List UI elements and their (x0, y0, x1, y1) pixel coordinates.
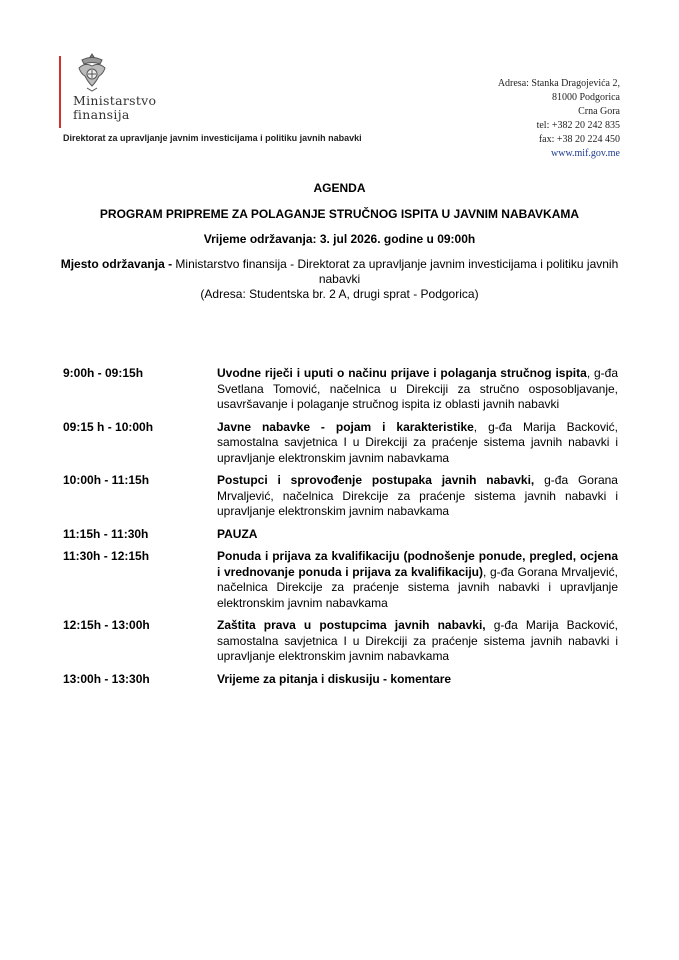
agenda-description (217, 420, 618, 467)
agenda-description (217, 549, 618, 611)
agenda-topic: Postupci i sprovođenje postupaka javnih nabavki, (217, 473, 535, 487)
red-accent-bar (59, 56, 61, 128)
ministry-logo (59, 52, 199, 127)
agenda-description (217, 672, 618, 688)
place-text: Ministarstvo finansija - Direktorat za upravljanje javnim investicijama i politiku javnih nabavki (172, 257, 619, 286)
event-time: Vrijeme održavanja: 3. jul 2026. godine u 09:00h (203, 232, 476, 246)
website-link[interactable]: www.mif.gov.me (551, 148, 620, 159)
agenda-time: 09:15 h - 10:00h (63, 419, 154, 434)
ministry-name (73, 94, 156, 122)
agenda-description (217, 618, 618, 665)
agenda-item (63, 527, 618, 543)
agenda-description (217, 527, 618, 543)
agenda-detail: g-đa Marija Backović, samostalna savjetnica I u Direkciji za praćenje sistema javnih nabavki i upravljanje elektronskim javnim nabavkama (217, 618, 618, 663)
agenda-time: 11:15h - 11:30h (63, 526, 149, 541)
contact-address (498, 77, 620, 161)
directorate-name: Direktorat za upravljanje javnim investicijama i politiku javnih nabavki (63, 133, 362, 143)
agenda-item (63, 473, 618, 520)
agenda-topic: Zaštita prava u postupcima javnih nabavki, (217, 618, 486, 632)
address-line: 81000 Podgorica (551, 92, 620, 103)
agenda-time: 11:30h - 12:15h (63, 549, 150, 563)
agenda-detail: , g-đa Gorana Mrvaljević, načelnica Direkcije za praćenje sistema javnih nabavki i upravljanje elektronskim javnim nabavkama (217, 564, 618, 610)
agenda-item (63, 366, 618, 413)
agenda-list (63, 366, 618, 694)
agenda-item (63, 618, 618, 665)
agenda-topic: Ponuda i prijava za kvalifikaciju (podnošenje ponude, pregled, ocjena i vrednovanje ponuda i prijava za kvalifikaciju) (217, 549, 618, 579)
ministry-name-line1: Ministarstvo (73, 93, 157, 108)
agenda-heading: AGENDA (313, 181, 366, 195)
agenda-time: 9:00h - 09:15h (63, 366, 144, 380)
coat-of-arms-icon (75, 52, 109, 92)
agenda-topic: Javne nabavke - pojam i karakteristike (217, 419, 474, 434)
place-label: Mjesto održavanja - (60, 257, 173, 271)
agenda-time: 12:15h - 13:00h (63, 618, 150, 632)
address-line: Adresa: Stanka Dragojevića 2, (497, 78, 620, 89)
agenda-item (63, 672, 618, 688)
agenda-time: 13:00h - 13:30h (63, 671, 150, 686)
fax-line: fax: +38 20 224 450 (538, 134, 620, 145)
phone-line: tel: +382 20 242 835 (536, 120, 620, 131)
address-line: Crna Gora (578, 106, 620, 117)
ministry-name-line2: finansija (73, 107, 130, 122)
event-place (40, 257, 639, 302)
place-address: (Adresa: Studentska br. 2 A, drugi sprat - Podgorica) (200, 287, 479, 301)
agenda-topic: PAUZA (217, 526, 258, 541)
agenda-detail: , g-đa Svetlana Tomović, načelnica u Direkciji za stručno osposobljavanje, usavršavanje i polaganje stručnog ispita iz oblasti javnih nabavki (217, 366, 619, 411)
agenda-item (63, 420, 618, 467)
agenda-detail: g-đa Gorana Mrvaljević, načelnica Direkcije za praćenje sistema javnih nabavki i upravljanje elektronskim javnim nabavkama (217, 473, 618, 518)
agenda-time: 10:00h - 11:15h (63, 473, 150, 487)
agenda-topic: Vrijeme za pitanja i diskusiju - komentare (217, 671, 452, 686)
agenda-detail: , g-đa Marija Backović, samostalna savjetnica I u Direkciji za praćenje sistema javnih nabavki i upravljanje elektronskim javnim nabavkama (217, 419, 618, 465)
agenda-item (63, 549, 618, 611)
agenda-description (217, 366, 618, 413)
agenda-description (217, 473, 618, 520)
program-title: PROGRAM PRIPREME ZA POLAGANJE STRUČNOG ISPITA U JAVNIM NABAVKAMA (99, 207, 580, 221)
agenda-topic: Uvodne riječi i uputi o načinu prijave i polaganja stručnog ispita (217, 366, 587, 380)
